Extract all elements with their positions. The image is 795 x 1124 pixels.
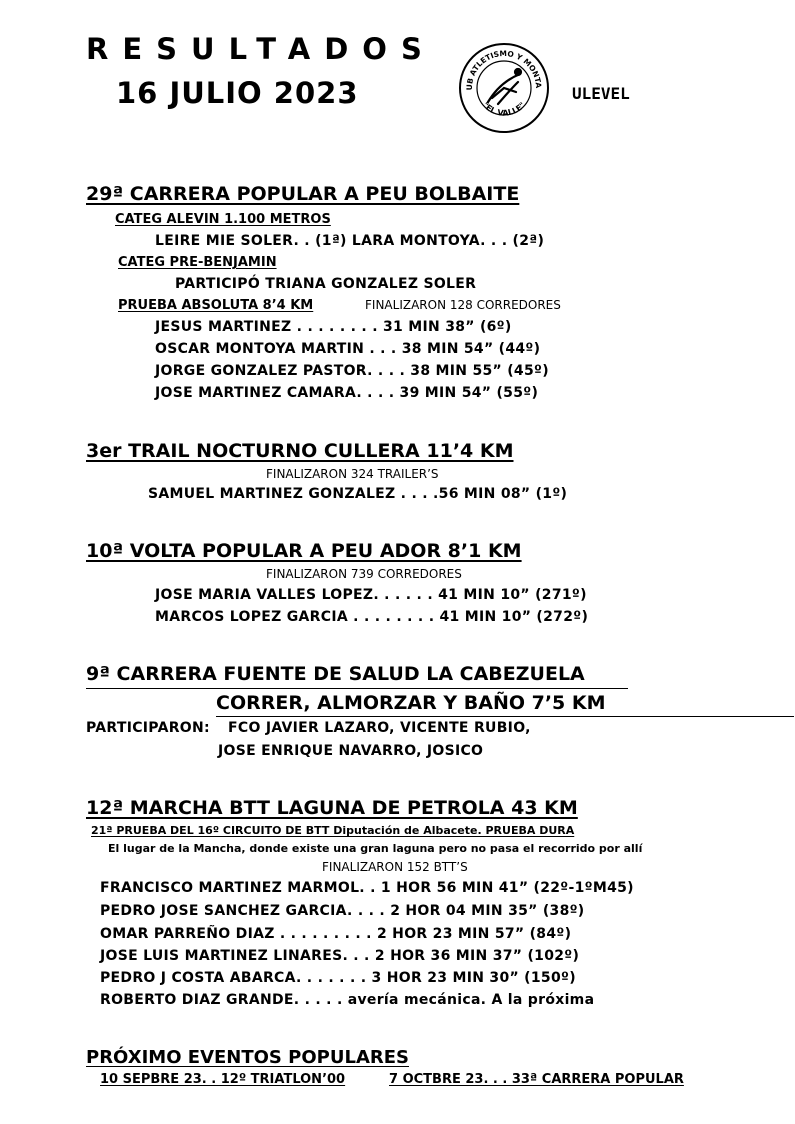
result-row: OSCAR MONTOYA MARTIN . . . 38 MIN 54” (44º) [155, 341, 541, 357]
result-row: ROBERTO DIAZ GRANDE. . . . . avería mecánica. A la próxima [100, 992, 595, 1008]
page-title: RESULTADOS [86, 32, 436, 66]
race1-cat1-label: CATEG ALEVIN 1.100 METROS [115, 212, 331, 227]
result-row: PEDRO JOSE SANCHEZ GARCIA. . . . 2 HOR 04 MIN 35” (38º) [100, 903, 585, 919]
race5-title: 12ª MARCHA BTT LAGUNA DE PETROLA 43 KM [86, 797, 578, 819]
race4-underline [86, 688, 628, 689]
race4-participants-line1: FCO JAVIER LAZARO, VICENTE RUBIO, [228, 720, 531, 736]
race1-cat2-line: PARTICIPÓ TRIANA GONZALEZ SOLER [175, 276, 477, 292]
logo-text-bottom: "EL VALLE" [480, 100, 528, 118]
race3-title: 10ª VOLTA POPULAR A PEU ADOR 8’1 KM [86, 540, 522, 562]
result-row: MARCOS LOPEZ GARCIA . . . . . . . . 41 MIN 10” (272º) [155, 609, 589, 625]
upcoming-event-2: 7 OCTBRE 23. . . 33ª CARRERA POPULAR [389, 1072, 684, 1087]
result-row: SAMUEL MARTINEZ GONZALEZ . . . .56 MIN 08” (1º) [148, 486, 568, 502]
race1-title: 29ª CARRERA POPULAR A PEU BOLBAITE [86, 183, 520, 205]
race3-finished: FINALIZARON 739 CORREDORES [266, 567, 462, 581]
race4-title-line1: 9ª CARRERA FUENTE DE SALUD LA CABEZUELA [86, 663, 585, 685]
race1-abs-label: PRUEBA ABSOLUTA 8’4 KM [118, 298, 314, 313]
result-row: FRANCISCO MARTINEZ MARMOL. . 1 HOR 56 MIN 41” (22º-1ºM45) [100, 880, 634, 896]
club-logo [458, 42, 550, 134]
race2-title: 3er TRAIL NOCTURNO CULLERA 11’4 KM [86, 440, 514, 462]
page-date: 16 JULIO 2023 [116, 76, 359, 110]
race5-finished: FINALIZARON 152 BTT’S [322, 860, 468, 874]
race1-cat1-line: LEIRE MIE SOLER. . (1ª) LARA MONTOYA. . . (2ª) [155, 233, 545, 249]
result-row: JESUS MARTINEZ . . . . . . . . 31 MIN 38” (6º) [155, 319, 512, 335]
result-row: JOSE MARIA VALLES LOPEZ. . . . . . 41 MIN 10” (271º) [155, 587, 587, 603]
race2-finished: FINALIZARON 324 TRAILER’S [266, 467, 439, 481]
race5-note: El lugar de la Mancha, donde existe una gran laguna pero no pasa el recorrido por allí [108, 842, 643, 855]
race5-subtitle: 21ª PRUEBA DEL 16º CIRCUITO DE BTT Diputación de Albacete. PRUEBA DURA [91, 824, 575, 837]
result-row: PEDRO J COSTA ABARCA. . . . . . . 3 HOR 23 MIN 30” (150º) [100, 970, 576, 986]
brand-logo: ULEVEL [572, 84, 630, 103]
race4-participants-line2: JOSE ENRIQUE NAVARRO, JOSICO [218, 743, 484, 759]
race4-participants-label: PARTICIPARON: [86, 720, 210, 736]
race4-title-line2: CORRER, ALMORZAR Y BAÑO 7’5 KM [216, 692, 606, 714]
race1-cat2-label: CATEG PRE-BENJAMIN [118, 255, 277, 270]
result-row: JORGE GONZALEZ PASTOR. . . . 38 MIN 55” (45º) [155, 363, 549, 379]
upcoming-event-1: 10 SEPBRE 23. . 12º TRIATLON’00 [100, 1072, 346, 1087]
result-row: JOSE MARTINEZ CAMARA. . . . 39 MIN 54” (55º) [155, 385, 539, 401]
logo-text-top: UB ATLETISMO Y MONTA [464, 48, 544, 91]
result-row: JOSE LUIS MARTINEZ LINARES. . . 2 HOR 36 MIN 37” (102º) [100, 948, 580, 964]
race4-underline-2 [216, 716, 794, 717]
result-row: OMAR PARREÑO DIAZ . . . . . . . . . 2 HOR 23 MIN 57” (84º) [100, 926, 572, 942]
upcoming-title: PRÓXIMO EVENTOS POPULARES [86, 1047, 409, 1068]
race1-finished: FINALIZARON 128 CORREDORES [365, 298, 561, 312]
